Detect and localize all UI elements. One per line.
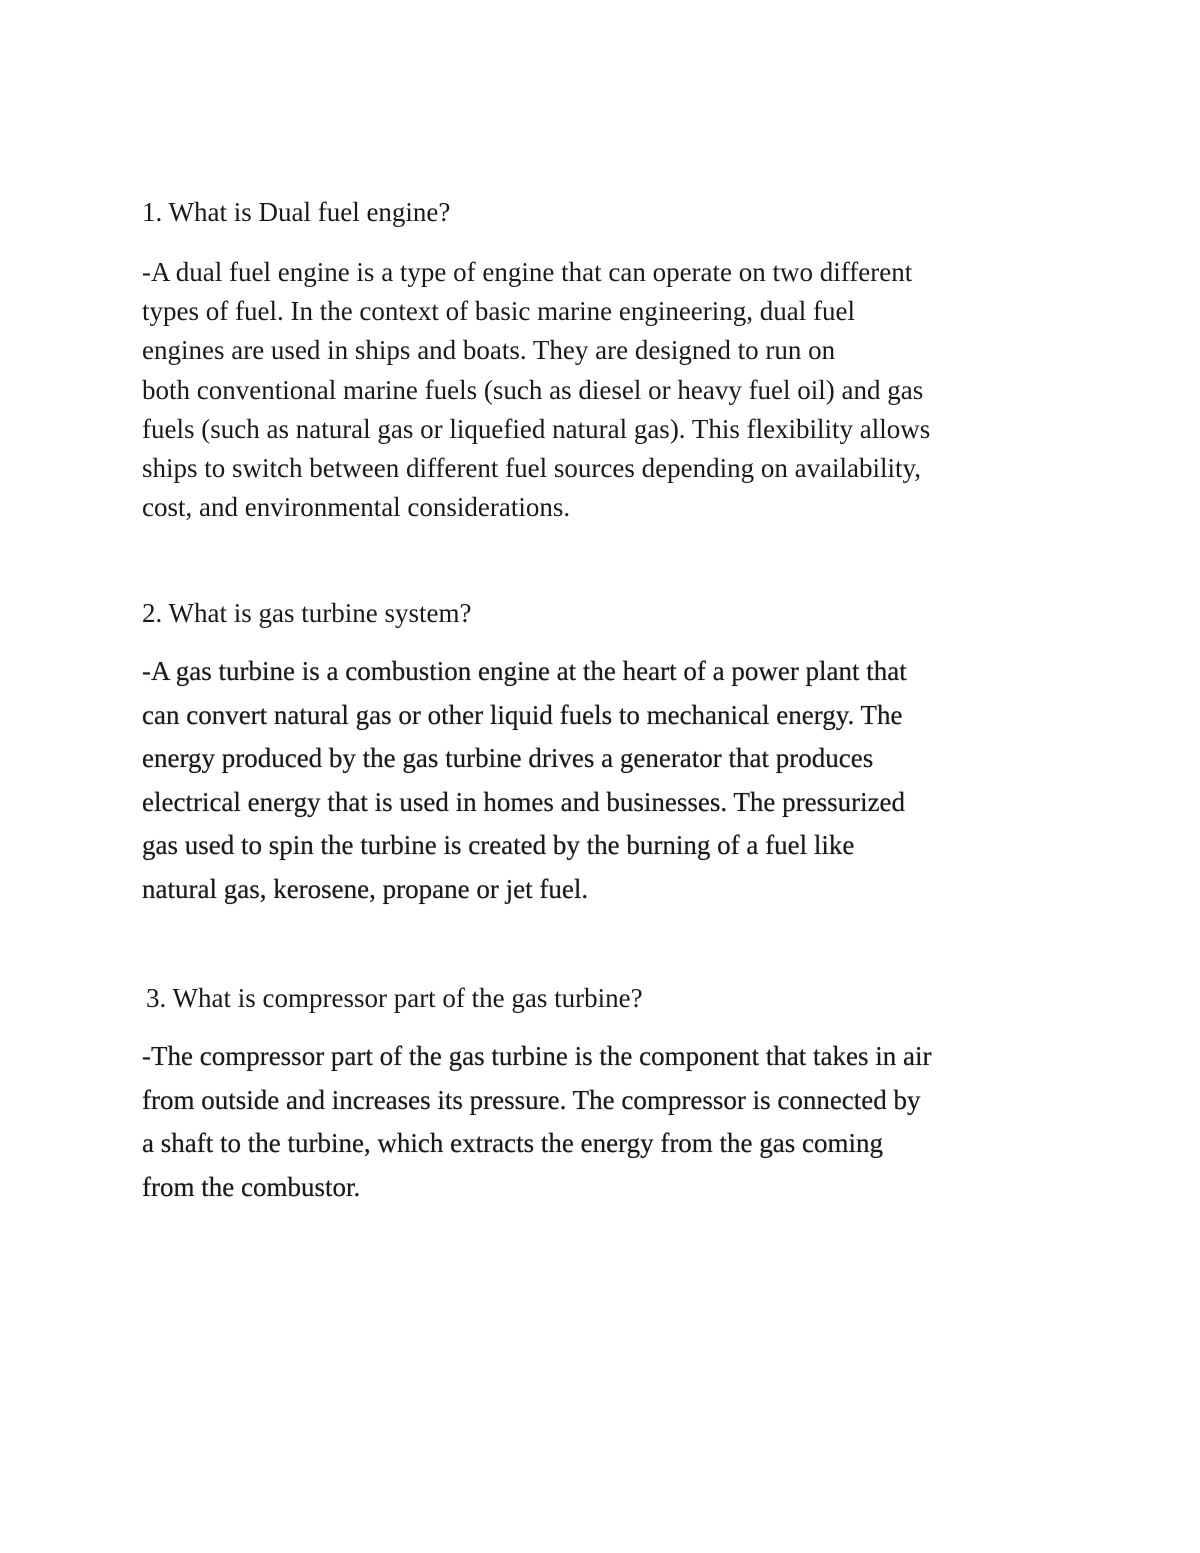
answer-1-line: types of fuel. In the context of basic marine engineering, dual fuel — [142, 296, 855, 327]
question-3-heading: 3. What is compressor part of the gas turbine? — [146, 983, 643, 1013]
answer-3-line: a shaft to the turbine, which extracts the energy from the gas coming — [142, 1128, 884, 1159]
question-1-heading: 1. What is Dual fuel engine? — [142, 197, 451, 227]
answer-2-line: electrical energy that is used in homes and businesses. The pressurized — [142, 786, 906, 817]
answer-1-line: fuels (such as natural gas or liquefied natural gas). This flexibility allows — [142, 413, 931, 444]
answer-3-line: -The compressor part of the gas turbine is the component that takes in air — [142, 1041, 932, 1071]
answer-3-text — [142, 1035, 1067, 1209]
answer-3-line: from outside and increases its pressure. The compressor is connected by — [142, 1084, 921, 1115]
answer-2-line: -A gas turbine is a combustion engine at the heart of a power plant that — [142, 656, 907, 686]
answer-1-text — [142, 253, 1067, 527]
answer-1-line: both conventional marine fuels (such as diesel or heavy fuel oil) and gas — [142, 374, 924, 405]
answer-1-line: ships to switch between different fuel sources depending on availability, — [142, 453, 922, 484]
answer-2-line: gas used to spin the turbine is created by the burning of a fuel like — [142, 830, 855, 861]
answer-2-line: can convert natural gas or other liquid fuels to mechanical energy. The — [142, 699, 903, 730]
question-2-heading: 2. What is gas turbine system? — [142, 598, 472, 628]
answer-2-line: energy produced by the gas turbine drives a generator that produces — [142, 743, 874, 774]
answer-1-line: cost, and environmental considerations. — [142, 492, 571, 523]
answer-2-text — [142, 650, 1067, 912]
answer-3-line: from the combustor. — [142, 1171, 361, 1202]
answer-1-line: engines are used in ships and boats. They are designed to run on — [142, 335, 836, 366]
answer-2-line: natural gas, kerosene, propane or jet fuel. — [142, 873, 589, 904]
answer-1-line: -A dual fuel engine is a type of engine that can operate on two different — [142, 257, 913, 287]
